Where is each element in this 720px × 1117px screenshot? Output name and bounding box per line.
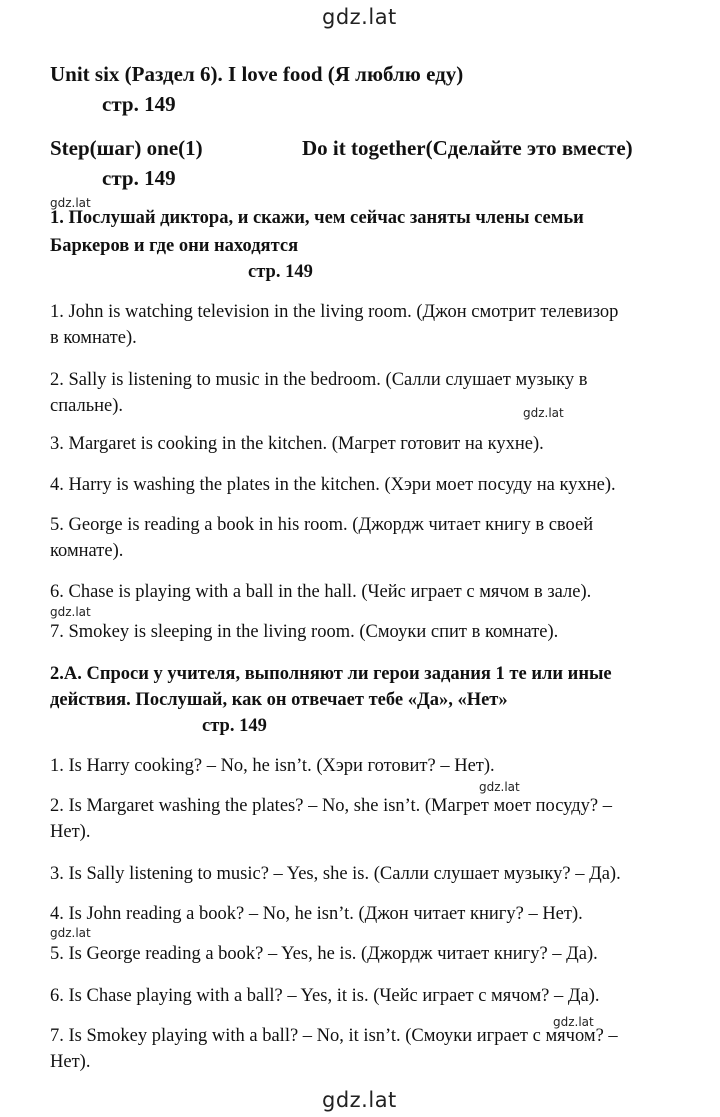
- answer-line: в комнате).: [50, 328, 137, 348]
- step-subtitle: Do it together(Сделайте это вместе): [302, 136, 633, 160]
- answer-line: 1. John is watching television in the living room. (Джон смотрит телевизор: [50, 302, 619, 322]
- watermark-small: gdz.lat: [50, 926, 91, 940]
- answer-line: 2. Sally is listening to music in the bedroom. (Салли слушает музыку в: [50, 370, 588, 390]
- answer-line: 3. Margaret is cooking in the kitchen. (Магрет готовит на кухне).: [50, 434, 544, 454]
- watermark-bottom: gdz.lat: [322, 1088, 397, 1112]
- answer-line: комнате).: [50, 541, 124, 561]
- task2-title: 2.А. Спроси у учителя, выполняют ли герои задания 1 те или иные: [50, 664, 612, 684]
- unit-page-ref: стр. 149: [102, 92, 176, 116]
- task2-title-cont: действия. Послушай, как он отвечает тебе «Да», «Нет»: [50, 690, 508, 710]
- answer-line: 1. Is Harry cooking? – No, he isn’t. (Хэри готовит? – Нет).: [50, 756, 495, 776]
- answer-line: Нет).: [50, 1052, 91, 1072]
- task1-page-ref: стр. 149: [248, 262, 313, 282]
- answer-line: 5. Is George reading a book? – Yes, he is. (Джордж читает книгу? – Да).: [50, 944, 598, 964]
- task1-title-cont: Баркеров и где они находятся: [50, 236, 299, 256]
- answer-line: Нет).: [50, 822, 91, 842]
- watermark-small: gdz.lat: [553, 1015, 594, 1029]
- task2-page-ref: стр. 149: [202, 716, 267, 736]
- step-title: Step(шаг) one(1): [50, 136, 203, 160]
- watermark-small: gdz.lat: [50, 605, 91, 619]
- watermark-small: gdz.lat: [523, 406, 564, 420]
- answer-line: спальне).: [50, 396, 124, 416]
- answer-line: 4. Harry is washing the plates in the kitchen. (Хэри моет посуду на кухне).: [50, 475, 616, 495]
- answer-line: 7. Smokey is sleeping in the living room. (Смоуки спит в комнате).: [50, 622, 559, 642]
- answer-line: 2. Is Margaret washing the plates? – No, she isn’t. (Магрет моет посуду? –: [50, 796, 612, 816]
- task1-title: 1. Послушай диктора, и скажи, чем сейчас заняты члены семьи: [50, 208, 584, 228]
- answer-line: 3. Is Sally listening to music? – Yes, she is. (Салли слушает музыку? – Да).: [50, 864, 621, 884]
- answer-line: 6. Is Chase playing with a ball? – Yes, it is. (Чейс играет с мячом? – Да).: [50, 986, 600, 1006]
- answer-line: 5. George is reading a book in his room. (Джордж читает книгу в своей: [50, 515, 594, 535]
- step-page-ref: стр. 149: [102, 166, 176, 190]
- watermark-small: gdz.lat: [50, 196, 91, 210]
- unit-title: Unit six (Раздел 6). I love food (Я люблю еду): [50, 62, 464, 86]
- watermark-small: gdz.lat: [479, 780, 520, 794]
- watermark-top: gdz.lat: [322, 5, 397, 29]
- answer-line: 6. Chase is playing with a ball in the hall. (Чейс играет с мячом в зале).: [50, 582, 592, 602]
- answer-line: 4. Is John reading a book? – No, he isn’t. (Джон читает книгу? – Нет).: [50, 904, 583, 924]
- answer-line: 7. Is Smokey playing with a ball? – No, it isn’t. (Смоуки играет с мячом? –: [50, 1026, 618, 1046]
